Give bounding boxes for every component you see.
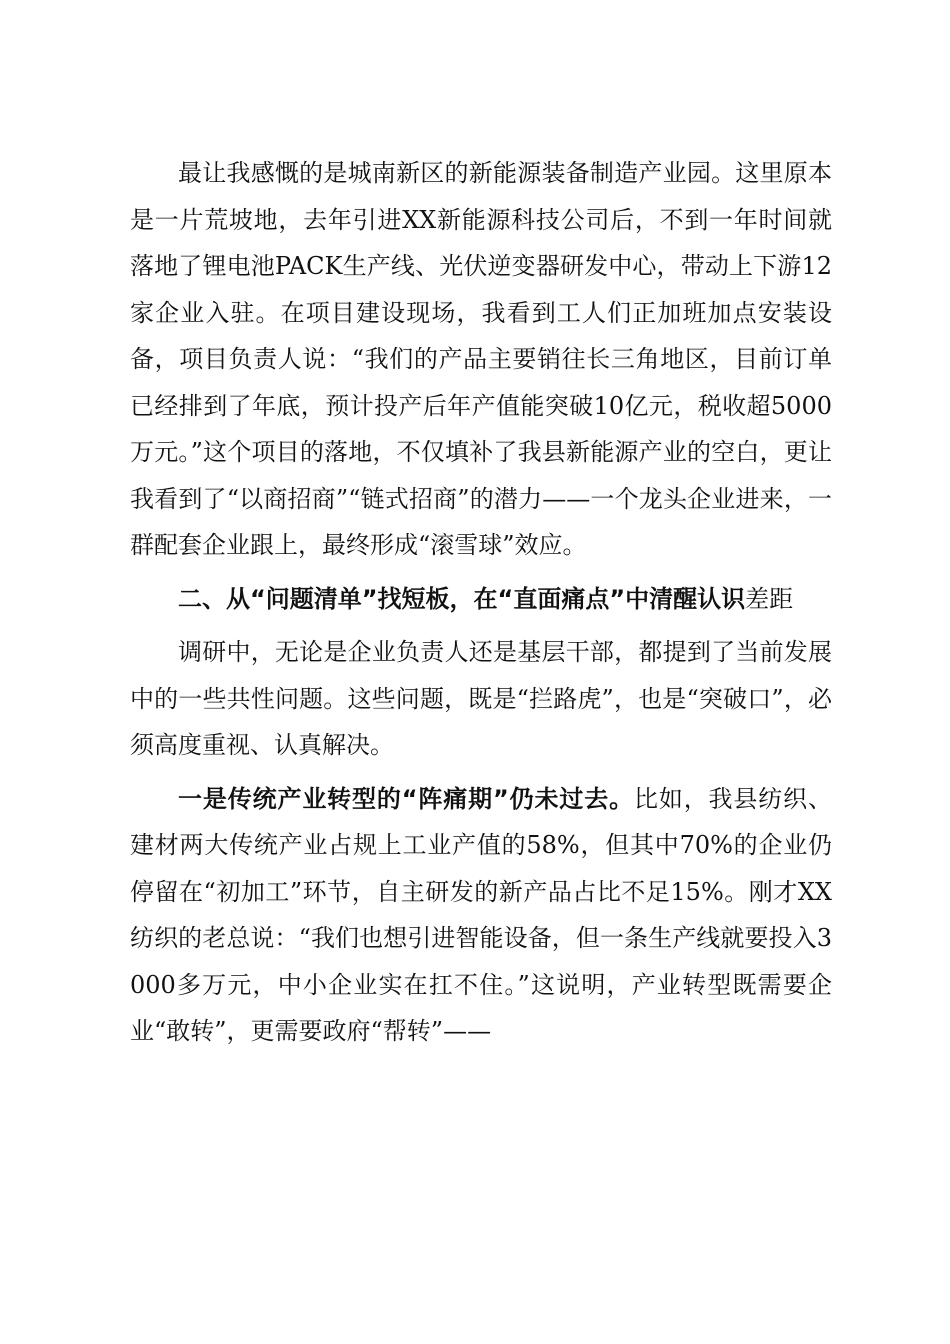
paragraph-lead-sentence: 一是传统产业转型的“阵痛期”仍未过去。 [178, 784, 634, 813]
paragraph-survey-issues: 调研中，无论是企业负责人还是基层干部，都提到了当前发展中的一些共性问题。这些问题，既是“拦路虎”，也是“突破口”，必须高度重视、认真解决。 [130, 638, 832, 759]
section-heading-two [130, 576, 832, 623]
section-heading-text: 二、从“问题清单”找短板，在“直面痛点”中清醒认识 [178, 584, 746, 613]
document-body [130, 150, 832, 1062]
paragraph-body-text: 比如，我县纺织、建材两大传统产业占规上工业产值的58%，但其中70%的企业仍停留在“初加工”环节，自主研发的新产品占比不足15%。刚才XX纺织的老总说：“我们也想引进智能设备，但一条生产线就要投入3000多万元，中小企业实在扛不住。”这说明，产业转型既需要企业“敢转”，更需要政府“帮转”—— [130, 784, 833, 1045]
section-heading-continuation: 差距 [745, 584, 794, 613]
paragraph-traditional-industry [130, 776, 832, 1055]
paragraph-new-energy-park: 最让我感慨的是城南新区的新能源装备制造产业园。这里原本是一片荒坡地，去年引进XX新能源科技公司后，不到一年时间就落地了锂电池PACK生产线、光伏逆变器研发中心，带动上下游12家企业入驻。在项目建设现场，我看到工人们正加班加点安装设备，项目负责人说：“我们的产品主要销往长三角地区，目前订单已经排到了年底，预计投产后年产值能突破10亿元，税收超5000万元。”这个项目的落地，不仅填补了我县新能源产业的空白，更让我看到了“以商招商”“链式招商”的潜力——一个龙头企业进来，一群配套企业跟上，最终形成“滚雪球”效应。 [130, 159, 832, 559]
